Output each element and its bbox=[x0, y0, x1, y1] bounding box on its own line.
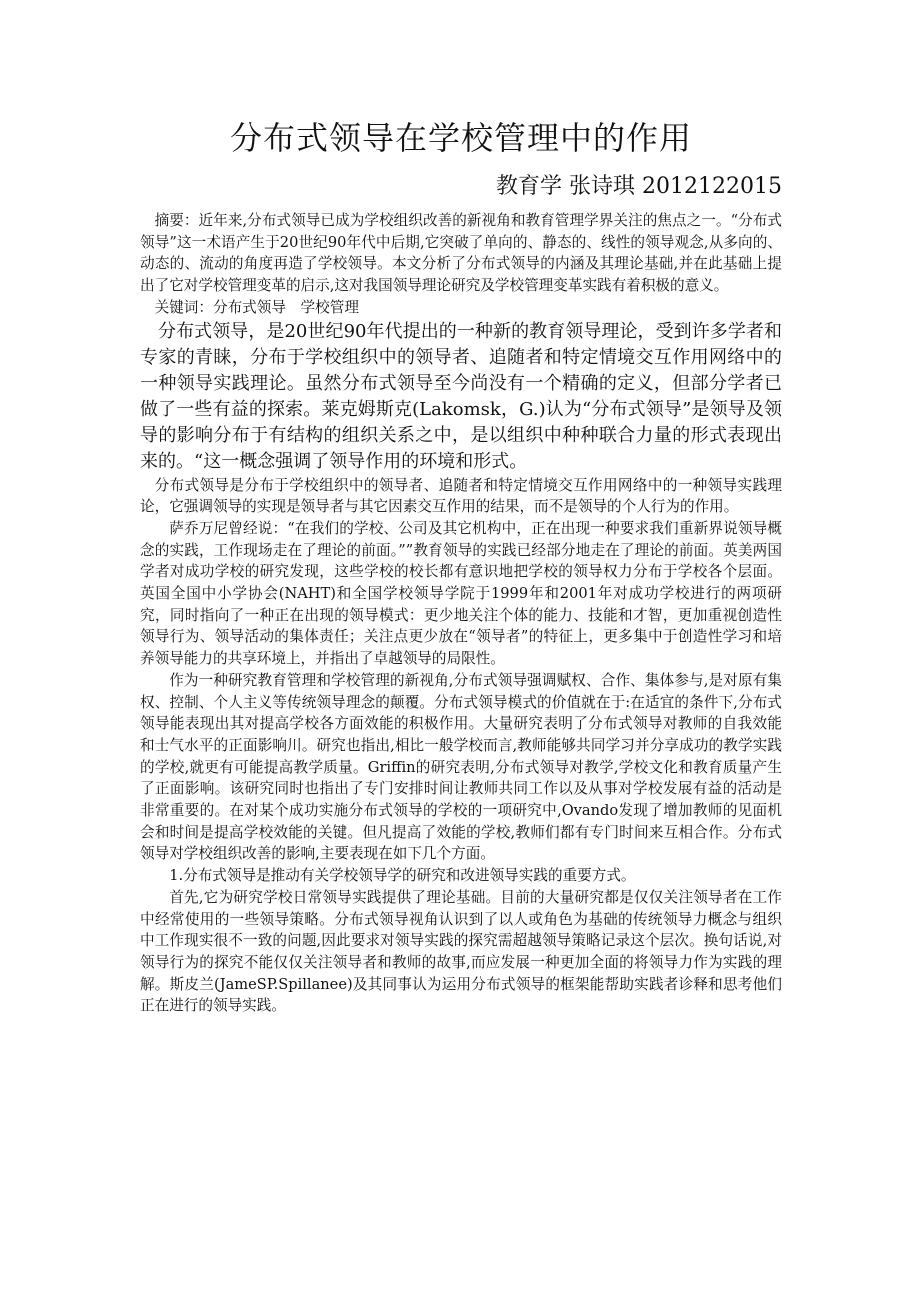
document-page bbox=[140, 0, 782, 1017]
body-paragraph-3: 萨乔万尼曾经说：“在我们的学校、公司及其它机构中，正在出现一种要求我们重新界说领导概念的实践，工作现场走在了理论的前面。””教育领导的实践已经部分地走在了理论的前面。英美两国学者对成功学校的研究发现，这些学校的校长都有意识地把学校的领导权力分布于学校各个层面。英国全国中小学协会(NAHT)和全国学校领导学院于1999年和2001年对成功学校进行的两项研究，同时指向了一种正在出现的领导模式：更少地关注个体的能力、技能和才智，更加重视创造性领导行为、领导活动的集体责任；关注点更少放在“领导者”的特征上，更多集中于创造性学习和培养领导能力的共享环境上，并指出了卓越领导的局限性。 bbox=[140, 519, 782, 668]
keywords-line: 关键词：分布式领导 学校管理 bbox=[154, 298, 359, 316]
abstract-paragraph: 摘要：近年来,分布式领导已成为学校组织改善的新视角和教育管理学界关注的焦点之一。“分布式领导”这一术语产生于20世纪90年代中后期,它突破了单向的、静态的、线性的领导观念,从多向的、动态的、流动的角度再造了学校领导。本文分析了分布式领导的内涵及其理论基础,并在此基础上提出了它对学校管理变革的启示,这对我国领导理论研究及学校管理变革实践有着积极的意义。 bbox=[140, 212, 782, 295]
body-paragraph-5: 1.分布式领导是推动有关学校领导学的研究和改进领导实践的重要方式。 bbox=[169, 867, 636, 885]
body-paragraph-1: 分布式领导，是20世纪90年代提出的一种新的教育领导理论，受到许多学者和专家的青睐，分布于学校组织中的领导者、追随者和特定情境交互作用网络中的一种领导实践理论。虽然分布式领导至今尚没有一个精确的定义，但部分学者已做了一些有益的探索。莱克姆斯克(Lakomsk，G.)认为“分布式领导”是领导及领导的影响分布于有结构的组织关系之中，是以组织中种种联合力量的形式表现出来的。“这一概念强调了领导作用的环境和形式。 bbox=[140, 320, 782, 472]
document-title: 分布式领导在学校管理中的作用 bbox=[229, 119, 692, 157]
author-line: 教育学 张诗琪 2012122015 bbox=[496, 174, 782, 199]
body-paragraph-6: 首先,它为研究学校日常领导实践提供了理论基础。目前的大量研究都是仅仅关注领导者在工作中经常使用的一些领导策略。分布式领导视角认识到了以人或角色为基础的传统领导力概念与组织中工作现实很不一致的问题,因此要求对领导实践的探究需超越领导策略记录这个层次。换句话说,对领导行为的探究不能仅仅关注领导者和教师的故事,而应发展一种更加全面的将领导力作为实践的理解。斯皮兰(JameSP.Spillanee)及其同事认为运用分布式领导的框架能帮助实践者诊释和思考他们正在进行的领导实践。 bbox=[140, 888, 782, 1015]
body-paragraph-4: 作为一种研究教育管理和学校管理的新视角,分布式领导强调赋权、合作、集体参与,是对原有集权、控制、个人主义等传统领导理念的颠覆。分布式领导模式的价值就在于:在适宜的条件下,分布式领导能表现出其对提高学校各方面效能的积极作用。大量研究表明了分布式领导对教师的自我效能和士气水平的正面影响川。研究也指出,相比一般学校而言,教师能够共同学习并分享成功的教学实践的学校,就更有可能提高教学质量。Griffin的研究表明,分布式领导对教学,学校文化和教育质量产生了正面影响。该研究同时也指出了专门安排时间让教师共同工作以及从事对学校发展有益的活动是非常重要的。在对某个成功实施分布式领导的学校的一项研究中,Ovando发现了增加教师的见面机会和时间是提高学校效能的关键。但凡提高了效能的学校,教师们都有专门时间来互相合作。分布式领导对学校组织改善的影响,主要表现在如下几个方面。 bbox=[140, 671, 782, 863]
body-paragraph-2: 分布式领导是分布于学校组织中的领导者、追随者和特定情境交互作用网络中的一种领导实践理论，它强调领导的实现是领导者与其它因素交互作用的结果，而不是领导的个人行为的作用。 bbox=[140, 476, 782, 516]
